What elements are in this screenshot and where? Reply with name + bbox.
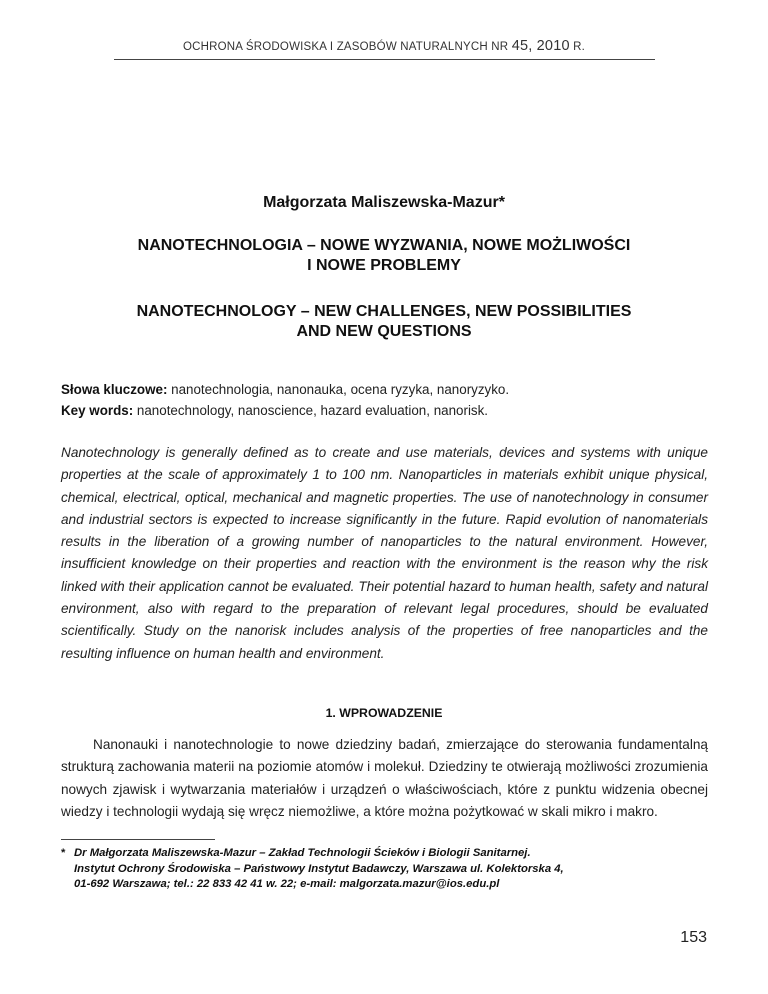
keywords-polish-text: nanotechnologia, nanonauka, ocena ryzyka, nanoryzyko. xyxy=(167,382,510,397)
journal-name: OCHRONA ŚRODOWISKA I ZASOBÓW NATURALNYCH xyxy=(182,41,488,53)
keywords-polish-label: Słowa kluczowe: xyxy=(61,382,168,397)
keywords-english-label: Key words: xyxy=(61,403,134,418)
abstract: Nanotechnology is generally defined as to create and use materials, devices and systems with unique properties at the scale of approximately 1 to 100 nm. Nanoparticles in materials exhibit unique physical, chemical, electrical, optical, mechanical and magnetic properties. The use of nanotechnology in consumer and industrial sectors is expected to increase significantly in the future. Rapid evolution of nanomaterials results in the liberation of a growing number of nanoparticles to the natural environment. However, insufficient knowledge on their properties and reaction with the environment is the reason why the risk linked with their application cannot be evaluated. Their potential hazard to human health, safety and natural environment, also with regard to the preparation of relevant legal procedures, should be evaluated scientifically. Study on the nanorisk includes analysis of the properties of free nanoparticles and the resulting influence on human health and environment. xyxy=(61,445,708,661)
footnote xyxy=(61,846,711,893)
footnote-rule xyxy=(61,839,215,840)
page-number: 153 xyxy=(680,929,707,946)
title-polish-line1: NANOTECHNOLOGIA – NOWE WYZWANIA, NOWE MOŻLIWOŚCI xyxy=(137,237,631,254)
author-name: Małgorzata Maliszewska-Mazur* xyxy=(263,194,505,211)
keywords-polish xyxy=(61,380,711,400)
year-suffix: R. xyxy=(569,41,586,53)
running-head xyxy=(0,38,768,54)
footnote-line1: Dr Małgorzata Maliszewska-Mazur – Zakład Technologii Ścieków i Biologii Sanitarnej. xyxy=(74,847,531,859)
body-paragraph: Nanonauki i nanotechnologie to nowe dziedziny badań, zmierzające do sterowania fundamentalną strukturą zachowania materii na poziomie atomów i molekuł. Dziedziny te otwierają możliwości zrozumienia nowych zjawisk i wytwarzania materiałów i urządzeń o właściwościach, które z punktu widzenia obecnej wiedzy i technologii wydają się wręcz niemożliwe, a które można pożytkować w skali mikro i makro. xyxy=(61,737,708,819)
title-english-line1: NANOTECHNOLOGY – NEW CHALLENGES, NEW POSSIBILITIES xyxy=(136,303,632,320)
footnote-line2: Instytut Ochrony Środowiska – Państwowy Instytut Badawczy, Warszawa ul. Kolektorska 4, xyxy=(74,862,564,875)
title-polish xyxy=(0,236,768,276)
title-english-line2: AND NEW QUESTIONS xyxy=(296,323,472,340)
section-heading: 1. WPROWADZENIE xyxy=(325,706,443,720)
keywords-english xyxy=(61,401,711,421)
issue-label: NR xyxy=(487,41,512,53)
footnote-line3: 01-692 Warszawa; tel.: 22 833 42 41 w. 22; e-mail: malgorzata.mazur@ios.edu.pl xyxy=(74,878,500,890)
header-rule xyxy=(114,59,655,60)
keywords-english-text: nanotechnology, nanoscience, hazard evaluation, nanorisk. xyxy=(133,403,489,418)
footnote-mark: * xyxy=(61,847,66,859)
issue-number: 45, 2010 xyxy=(511,38,570,54)
title-polish-line2: I NOWE PROBLEMY xyxy=(307,257,461,274)
title-english xyxy=(0,302,768,342)
